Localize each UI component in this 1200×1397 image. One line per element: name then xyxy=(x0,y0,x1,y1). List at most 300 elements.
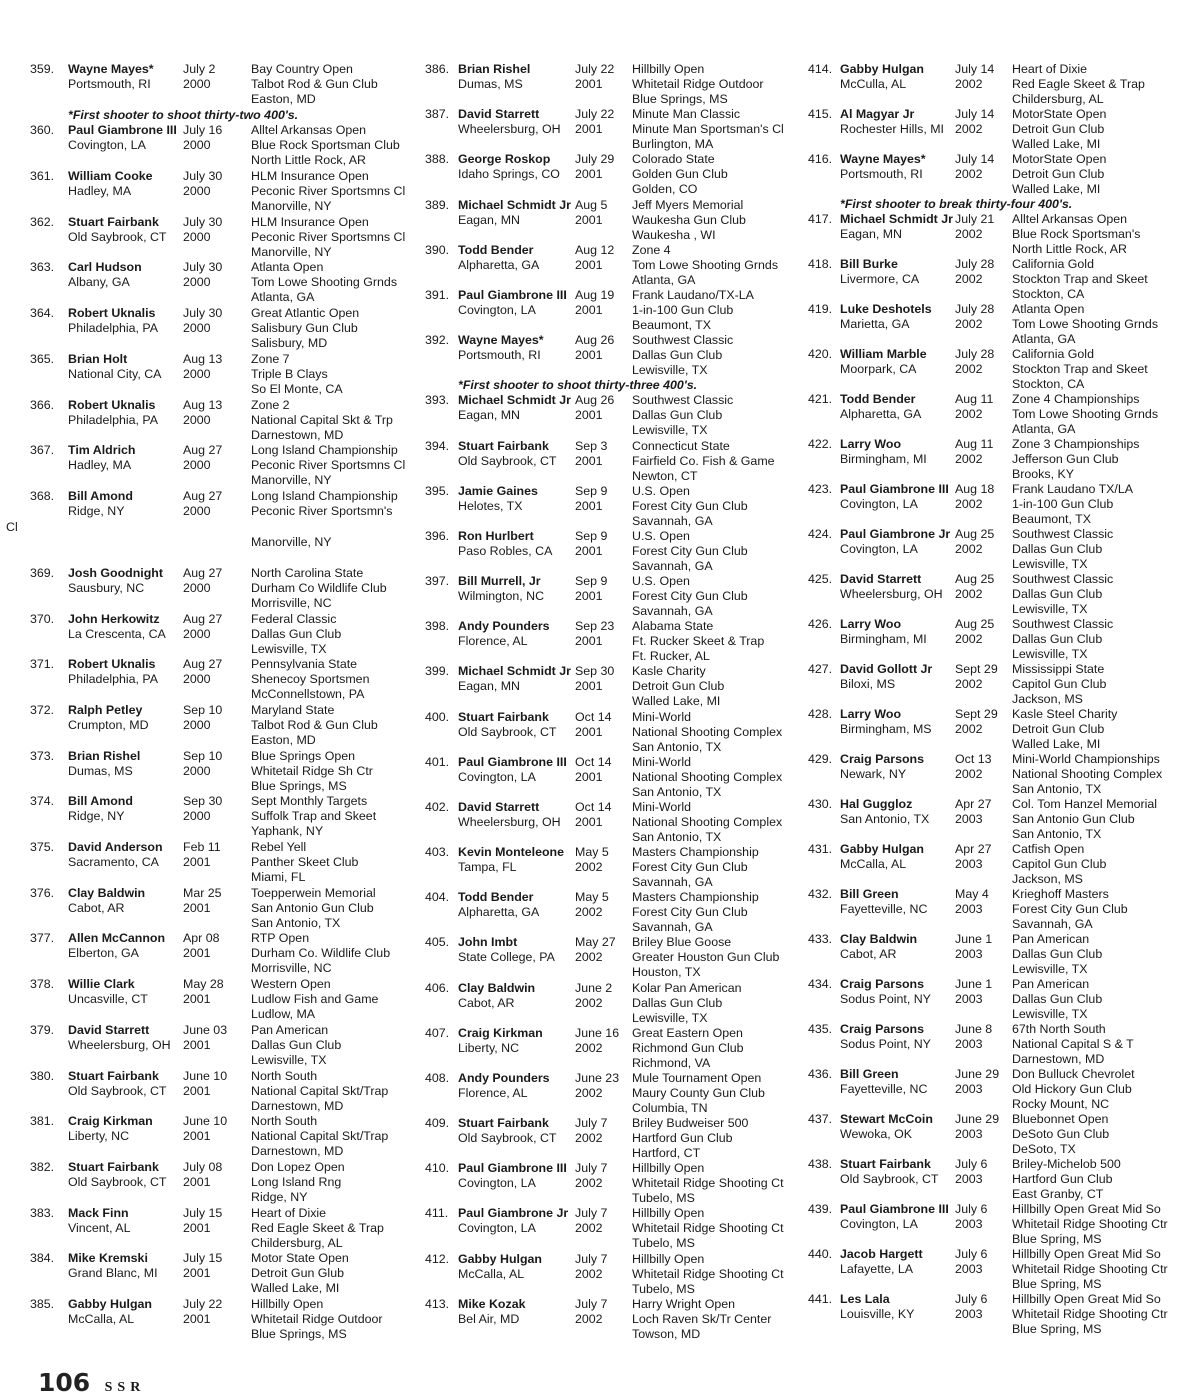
record-line xyxy=(425,1252,797,1267)
shooter-location: Covington, LA xyxy=(458,1221,536,1236)
record-number: 399. xyxy=(425,664,450,679)
event-detail: Don Bulluck Chevrolet xyxy=(1012,1067,1135,1081)
record-line xyxy=(30,977,410,992)
record-entry xyxy=(425,1071,797,1116)
record-line xyxy=(808,617,1180,632)
record-entry xyxy=(425,529,797,574)
shooter-name: Gabby Hulgan xyxy=(68,1296,152,1311)
record-line xyxy=(425,725,797,740)
record-line xyxy=(30,290,410,305)
shooter-location: Old Saybrook, CT xyxy=(458,453,557,468)
record-entry xyxy=(808,482,1180,527)
event-detail: Mini-World xyxy=(632,799,691,814)
record-line xyxy=(808,317,1180,332)
record-entry xyxy=(30,352,410,397)
event-year: 2002 xyxy=(575,1085,603,1100)
shooter-name: Paul Giambrone III xyxy=(458,287,567,302)
record-line xyxy=(425,649,797,664)
record-line xyxy=(808,1277,1180,1292)
event-detail: Manorville, NY xyxy=(251,473,332,488)
event-date: July 30 xyxy=(183,306,223,321)
record-line xyxy=(30,245,410,260)
event-year: 2003 xyxy=(955,1082,983,1096)
record-line xyxy=(30,473,410,488)
event-year: 2001 xyxy=(575,543,603,558)
event-date: June 29 xyxy=(955,1067,1000,1081)
record-line xyxy=(808,602,1180,617)
event-detail: Capitol Gun Club xyxy=(1012,857,1107,871)
record-line xyxy=(30,840,410,855)
shooter-name: Luke Deshotels xyxy=(840,302,932,316)
wrapped-text: Cl xyxy=(6,519,18,534)
event-year: 2001 xyxy=(183,1311,211,1326)
shooter-location: Old Saybrook, CT xyxy=(68,229,167,244)
record-number: 409. xyxy=(425,1116,450,1131)
record-number: 381. xyxy=(30,1114,55,1129)
record-line xyxy=(425,1146,797,1161)
record-line xyxy=(808,1187,1180,1202)
event-detail: Hartford Gun Club xyxy=(632,1131,733,1146)
event-detail: Zone 4 Championships xyxy=(1012,392,1140,406)
record-entry xyxy=(425,664,797,709)
record-line xyxy=(30,870,410,885)
shooter-name: Gabby Hulgan xyxy=(458,1251,542,1266)
record-line xyxy=(425,845,797,860)
event-detail: HLM Insurance Open xyxy=(251,214,369,229)
record-entry xyxy=(425,243,797,288)
event-year: 2000 xyxy=(183,580,211,595)
shooter-name: Bill Green xyxy=(840,887,899,901)
event-date: Aug 27 xyxy=(183,488,223,503)
record-line xyxy=(30,92,410,107)
shooter-location: Livermore, CA xyxy=(840,272,920,286)
event-detail: Ludlow Fish and Game xyxy=(251,992,379,1007)
record-line xyxy=(808,587,1180,602)
record-line xyxy=(808,332,1180,347)
shooter-name: Ralph Petley xyxy=(68,703,143,717)
event-year: 2003 xyxy=(955,812,983,826)
record-line xyxy=(425,62,797,77)
event-date: Oct 14 xyxy=(575,754,612,769)
event-detail: National Shooting Complex xyxy=(632,724,783,739)
record-entry xyxy=(425,890,797,935)
record-line xyxy=(30,169,410,184)
event-detail: Jeff Myers Memorial xyxy=(632,197,744,212)
shooter-name: Paul Giambrone Jr xyxy=(840,527,951,541)
shooter-name: Clay Baldwin xyxy=(68,885,146,900)
record-number: 431. xyxy=(808,842,833,856)
record-line xyxy=(425,1327,797,1342)
event-detail: Alabama State xyxy=(632,619,714,634)
record-line xyxy=(425,92,797,107)
event-date: July 2 xyxy=(183,62,216,76)
record-entry xyxy=(30,794,410,839)
record-line xyxy=(425,981,797,996)
event-detail: Pan American xyxy=(1012,932,1090,946)
record-number: 420. xyxy=(808,347,833,361)
record-line xyxy=(425,559,797,574)
event-detail: Maryland State xyxy=(251,703,335,717)
record-line xyxy=(808,482,1180,497)
shooter-location: Sausbury, NC xyxy=(68,580,145,595)
shooter-location: Lafayette, LA xyxy=(840,1262,914,1276)
shooter-name: Stuart Fairbank xyxy=(68,1159,159,1174)
record-line xyxy=(808,1112,1180,1127)
event-detail: Whitetail Ridge Shooting Ct xyxy=(632,1266,784,1281)
shooter-location: Uncasville, CT xyxy=(68,992,148,1007)
record-number: 434. xyxy=(808,977,833,991)
shooter-name: Larry Woo xyxy=(840,707,902,721)
shooter-location: Hadley, MA xyxy=(68,458,132,473)
shooter-location: Philadelphia, PA xyxy=(68,321,159,336)
shooter-location: Fayetteville, NC xyxy=(840,1082,928,1096)
event-detail: Hillbilly Open Great Mid So xyxy=(1012,1247,1161,1261)
event-date: July 08 xyxy=(183,1159,223,1174)
event-detail: San Antonio, TX xyxy=(632,829,722,844)
event-detail: Motor State Open xyxy=(251,1251,349,1266)
record-entry xyxy=(425,710,797,755)
record-line xyxy=(425,1282,797,1297)
event-detail: Forest City Gun Club xyxy=(632,905,748,920)
event-detail: Lewisville, TX xyxy=(1012,647,1088,661)
record-line xyxy=(808,137,1180,152)
shooter-name: John Imbt xyxy=(458,935,518,950)
record-line xyxy=(425,740,797,755)
record-number: 364. xyxy=(30,306,55,321)
event-detail: Southwest Classic xyxy=(632,333,734,348)
record-number: 430. xyxy=(808,797,833,811)
record-number: 382. xyxy=(30,1159,55,1174)
event-detail: DeSoto, TX xyxy=(1012,1142,1076,1156)
shooter-location: Marietta, GA xyxy=(840,317,910,331)
event-detail: Blue Springs, MS xyxy=(632,92,728,106)
record-number: 433. xyxy=(808,932,833,946)
event-year: 2000 xyxy=(183,458,211,473)
record-entry xyxy=(30,977,410,1022)
event-date: June 2 xyxy=(575,980,613,995)
event-date: July 22 xyxy=(183,1296,223,1311)
event-year: 2002 xyxy=(575,1221,603,1236)
shooter-location: Wilmington, NC xyxy=(458,589,545,604)
record-line xyxy=(425,273,797,288)
record-line xyxy=(30,1175,410,1190)
event-detail: Greater Houston Gun Club xyxy=(632,950,780,965)
event-detail: Lewisville, TX xyxy=(1012,962,1088,976)
event-detail: Hillbilly Open xyxy=(632,1251,705,1266)
shooter-name: Wayne Mayes* xyxy=(68,62,154,76)
event-year: 2001 xyxy=(183,1266,211,1281)
shooter-name: David Starrett xyxy=(840,572,922,586)
shooter-name: Les Lala xyxy=(840,1292,890,1306)
record-entry xyxy=(30,260,410,305)
event-detail: 1-in-100 Gun Club xyxy=(632,302,734,317)
record-number: 401. xyxy=(425,754,450,769)
record-line xyxy=(808,797,1180,812)
shooter-name: Paul Giambrone III xyxy=(840,1202,949,1216)
event-detail: Savannah, GA xyxy=(632,920,713,935)
event-detail: Capitol Gun Club xyxy=(1012,677,1107,691)
record-line xyxy=(808,947,1180,962)
event-date: July 28 xyxy=(955,347,995,361)
record-number: 376. xyxy=(30,885,55,900)
record-line xyxy=(808,167,1180,182)
record-line xyxy=(808,422,1180,437)
event-detail: MotorState Open xyxy=(1012,107,1107,121)
event-detail: Blue Springs Open xyxy=(251,748,356,763)
event-detail: Salisbury, MD xyxy=(251,336,328,351)
event-detail: Lewisville, TX xyxy=(1012,557,1088,571)
event-detail: Frank Laudano/TX-LA xyxy=(632,287,754,302)
shooter-name: Josh Goodnight xyxy=(68,565,163,580)
record-number: 367. xyxy=(30,443,55,458)
event-detail: Stockton Trap and Skeet xyxy=(1012,272,1148,286)
record-line xyxy=(425,1221,797,1236)
event-detail: North Little Rock, AR xyxy=(251,153,367,168)
record-line xyxy=(30,489,410,504)
record-line xyxy=(425,363,797,378)
shooter-location: Covington, LA xyxy=(458,302,536,317)
record-line xyxy=(30,749,410,764)
event-date: Aug 11 xyxy=(955,437,994,451)
shooter-name: George Roskop xyxy=(458,152,551,167)
record-line xyxy=(808,1157,1180,1172)
record-line xyxy=(808,932,1180,947)
event-detail: Durham Co. Wildlife Club xyxy=(251,946,391,961)
event-year: 2001 xyxy=(575,167,603,182)
record-line xyxy=(425,1101,797,1116)
shooter-location: Covington, LA xyxy=(840,1217,918,1231)
event-detail: Briley-Michelob 500 xyxy=(1012,1157,1121,1171)
shooter-name: Bill Murrell, Jr xyxy=(458,574,541,589)
event-detail: Lewisville, TX xyxy=(251,641,327,656)
record-number: 415. xyxy=(808,107,833,121)
event-year: 2001 xyxy=(575,302,603,317)
shooter-location: Louisville, KY xyxy=(840,1307,915,1321)
record-number: 402. xyxy=(425,799,450,814)
event-year: 2000 xyxy=(183,672,211,687)
shooter-name: Stuart Fairbank xyxy=(458,438,549,453)
event-detail: Easton, MD xyxy=(251,733,316,747)
record-line xyxy=(425,679,797,694)
record-line xyxy=(808,377,1180,392)
record-line xyxy=(425,1116,797,1131)
event-year: 2001 xyxy=(183,1083,211,1098)
event-detail: Heart of Dixie xyxy=(251,1205,327,1220)
shooter-name: Stuart Fairbank xyxy=(68,1068,159,1083)
event-detail: Beaumont, TX xyxy=(1012,512,1091,526)
event-detail: Atlanta, GA xyxy=(1012,422,1076,436)
record-line xyxy=(425,167,797,182)
event-detail: Suffolk Trap and Skeet xyxy=(251,809,377,824)
event-year: 2003 xyxy=(955,1307,983,1321)
event-detail: Atlanta Open xyxy=(251,260,324,275)
record-line xyxy=(808,182,1180,197)
event-year: 2001 xyxy=(575,408,603,423)
record-entry xyxy=(808,107,1180,152)
record-line xyxy=(808,1067,1180,1082)
event-year: 2002 xyxy=(575,1040,603,1055)
record-line xyxy=(30,886,410,901)
event-year: 2003 xyxy=(955,857,983,871)
event-year: 2001 xyxy=(183,855,211,870)
event-detail: Pan American xyxy=(251,1022,329,1037)
event-detail: Manorville, NY xyxy=(251,244,332,259)
event-year: 2001 xyxy=(575,348,603,363)
record-line xyxy=(425,920,797,935)
event-detail: Hartford, CT xyxy=(632,1146,701,1161)
record-number: 379. xyxy=(30,1022,55,1037)
event-date: July 29 xyxy=(575,152,615,167)
record-entry xyxy=(425,1252,797,1297)
shooter-location: National City, CA xyxy=(68,366,162,381)
record-number: 423. xyxy=(808,482,833,496)
shooter-location: Alpharetta, GA xyxy=(458,905,540,920)
event-detail: Lewisville, TX xyxy=(632,423,708,438)
record-line xyxy=(30,1312,410,1327)
event-detail: U.S. Open xyxy=(632,528,690,543)
event-detail: Atlanta Open xyxy=(1012,302,1085,316)
shooter-name: Andy Pounders xyxy=(458,1070,550,1085)
event-detail: Forest City Gun Club xyxy=(632,860,748,875)
record-line xyxy=(808,707,1180,722)
record-line xyxy=(808,1202,1180,1217)
event-detail: Savannah, GA xyxy=(632,604,713,619)
record-number: 416. xyxy=(808,152,833,166)
event-detail: Forest City Gun Club xyxy=(1012,902,1128,916)
event-date: July 7 xyxy=(575,1296,608,1311)
record-line xyxy=(30,367,410,382)
record-line xyxy=(808,1322,1180,1337)
event-detail: Darnestown, MD xyxy=(251,1098,344,1113)
record-line xyxy=(30,1327,410,1342)
record-line xyxy=(808,1217,1180,1232)
record-number: 372. xyxy=(30,703,55,717)
event-date: Sep 30 xyxy=(183,794,223,809)
event-year: 2000 xyxy=(183,809,211,824)
record-number: 411. xyxy=(425,1206,449,1221)
shooter-location: Birmingham, MI xyxy=(840,632,927,646)
shooter-location: Wewoka, OK xyxy=(840,1127,913,1141)
event-detail: Briley Budweiser 500 xyxy=(632,1116,749,1131)
event-detail: Towson, MD xyxy=(632,1326,701,1341)
record-line xyxy=(30,596,410,611)
record-number: 378. xyxy=(30,977,55,992)
record-line xyxy=(808,887,1180,902)
shooter-location: Grand Blanc, MI xyxy=(68,1266,158,1281)
record-line xyxy=(30,1023,410,1038)
event-detail: Ft. Rucker Skeet & Trap xyxy=(632,634,765,649)
shooter-name: Clay Baldwin xyxy=(840,932,918,946)
event-detail: Federal Classic xyxy=(251,611,337,626)
event-date: Aug 18 xyxy=(955,482,995,496)
record-entry xyxy=(808,1157,1180,1202)
record-entry xyxy=(425,935,797,980)
shooter-name: Robert Uknalis xyxy=(68,306,156,321)
event-year: 2001 xyxy=(575,212,603,227)
shooter-location: McCalla, AL xyxy=(68,1311,135,1326)
event-year: 2002 xyxy=(575,1266,603,1281)
record-line xyxy=(808,272,1180,287)
event-date: Aug 27 xyxy=(183,657,223,672)
event-detail: Yaphank, NY xyxy=(251,824,324,839)
record-line xyxy=(30,458,410,473)
event-detail: Masters Championship xyxy=(632,890,759,905)
record-line xyxy=(808,1097,1180,1112)
record-number: 359. xyxy=(30,62,55,76)
event-detail: Hillbilly Open Great Mid So xyxy=(1012,1292,1161,1306)
record-entry xyxy=(425,107,797,152)
record-line xyxy=(808,962,1180,977)
record-entry xyxy=(808,152,1180,197)
shooter-name: Todd Bender xyxy=(458,242,534,257)
record-line xyxy=(425,393,797,408)
event-detail: Zone 7 xyxy=(251,351,290,366)
record-number: 419. xyxy=(808,302,833,316)
shooter-location: Cabot, AR xyxy=(68,900,125,915)
record-line xyxy=(808,362,1180,377)
record-line xyxy=(808,302,1180,317)
record-line xyxy=(425,514,797,529)
shooter-location: Alpharetta, GA xyxy=(840,407,922,421)
event-detail: Lewisville, TX xyxy=(632,1010,708,1025)
event-detail: Peconic River Sportsmns Cl xyxy=(251,458,406,473)
event-detail: Dallas Gun Club xyxy=(1012,992,1103,1006)
record-line xyxy=(425,182,797,197)
event-detail: Hillbilly Open xyxy=(632,1206,705,1221)
record-line xyxy=(30,916,410,931)
shooter-location: Idaho Springs, CO xyxy=(458,167,560,182)
event-detail: Detroit Gun Club xyxy=(1012,722,1105,736)
record-line xyxy=(808,452,1180,467)
shooter-location: Eagan, MN xyxy=(458,408,520,423)
record-number: 424. xyxy=(808,527,833,541)
event-date: June 1 xyxy=(955,932,993,946)
event-detail: Loch Raven Sk/Tr Center xyxy=(632,1311,772,1326)
record-line xyxy=(808,632,1180,647)
event-detail: Savannah, GA xyxy=(632,558,713,573)
event-detail: Frank Laudano TX/LA xyxy=(1012,482,1134,496)
record-entry xyxy=(425,800,797,845)
event-detail: Savannah, GA xyxy=(1012,917,1093,931)
shooter-location: McCalla, AL xyxy=(458,1266,525,1281)
event-year: 2000 xyxy=(183,275,211,290)
event-year: 2000 xyxy=(183,718,211,732)
event-year: 2002 xyxy=(955,677,983,691)
event-detail: Minute Man Classic xyxy=(632,107,741,122)
record-number: 361. xyxy=(30,169,55,184)
record-number: 385. xyxy=(30,1296,55,1311)
shooter-name: Michael Schmidt Jr xyxy=(458,197,571,212)
shooter-location: Old Saybrook, CT xyxy=(458,724,557,739)
record-line xyxy=(425,499,797,514)
record-number: 369. xyxy=(30,565,55,580)
record-entry xyxy=(30,703,410,748)
record-line xyxy=(30,428,410,443)
shooter-name: Craig Parsons xyxy=(840,752,925,766)
record-line xyxy=(425,1206,797,1221)
record-line xyxy=(425,755,797,770)
record-line xyxy=(425,1191,797,1206)
event-detail: Jefferson Gun Club xyxy=(1012,452,1119,466)
shooter-location: Eagan, MN xyxy=(458,679,520,694)
record-line xyxy=(30,642,410,657)
record-line xyxy=(425,770,797,785)
event-detail: Old Hickory Gun Club xyxy=(1012,1082,1132,1096)
record-line xyxy=(30,779,410,794)
event-year: 2001 xyxy=(575,453,603,468)
record-line xyxy=(30,336,410,351)
event-detail: Long Island Rng xyxy=(251,1174,342,1189)
